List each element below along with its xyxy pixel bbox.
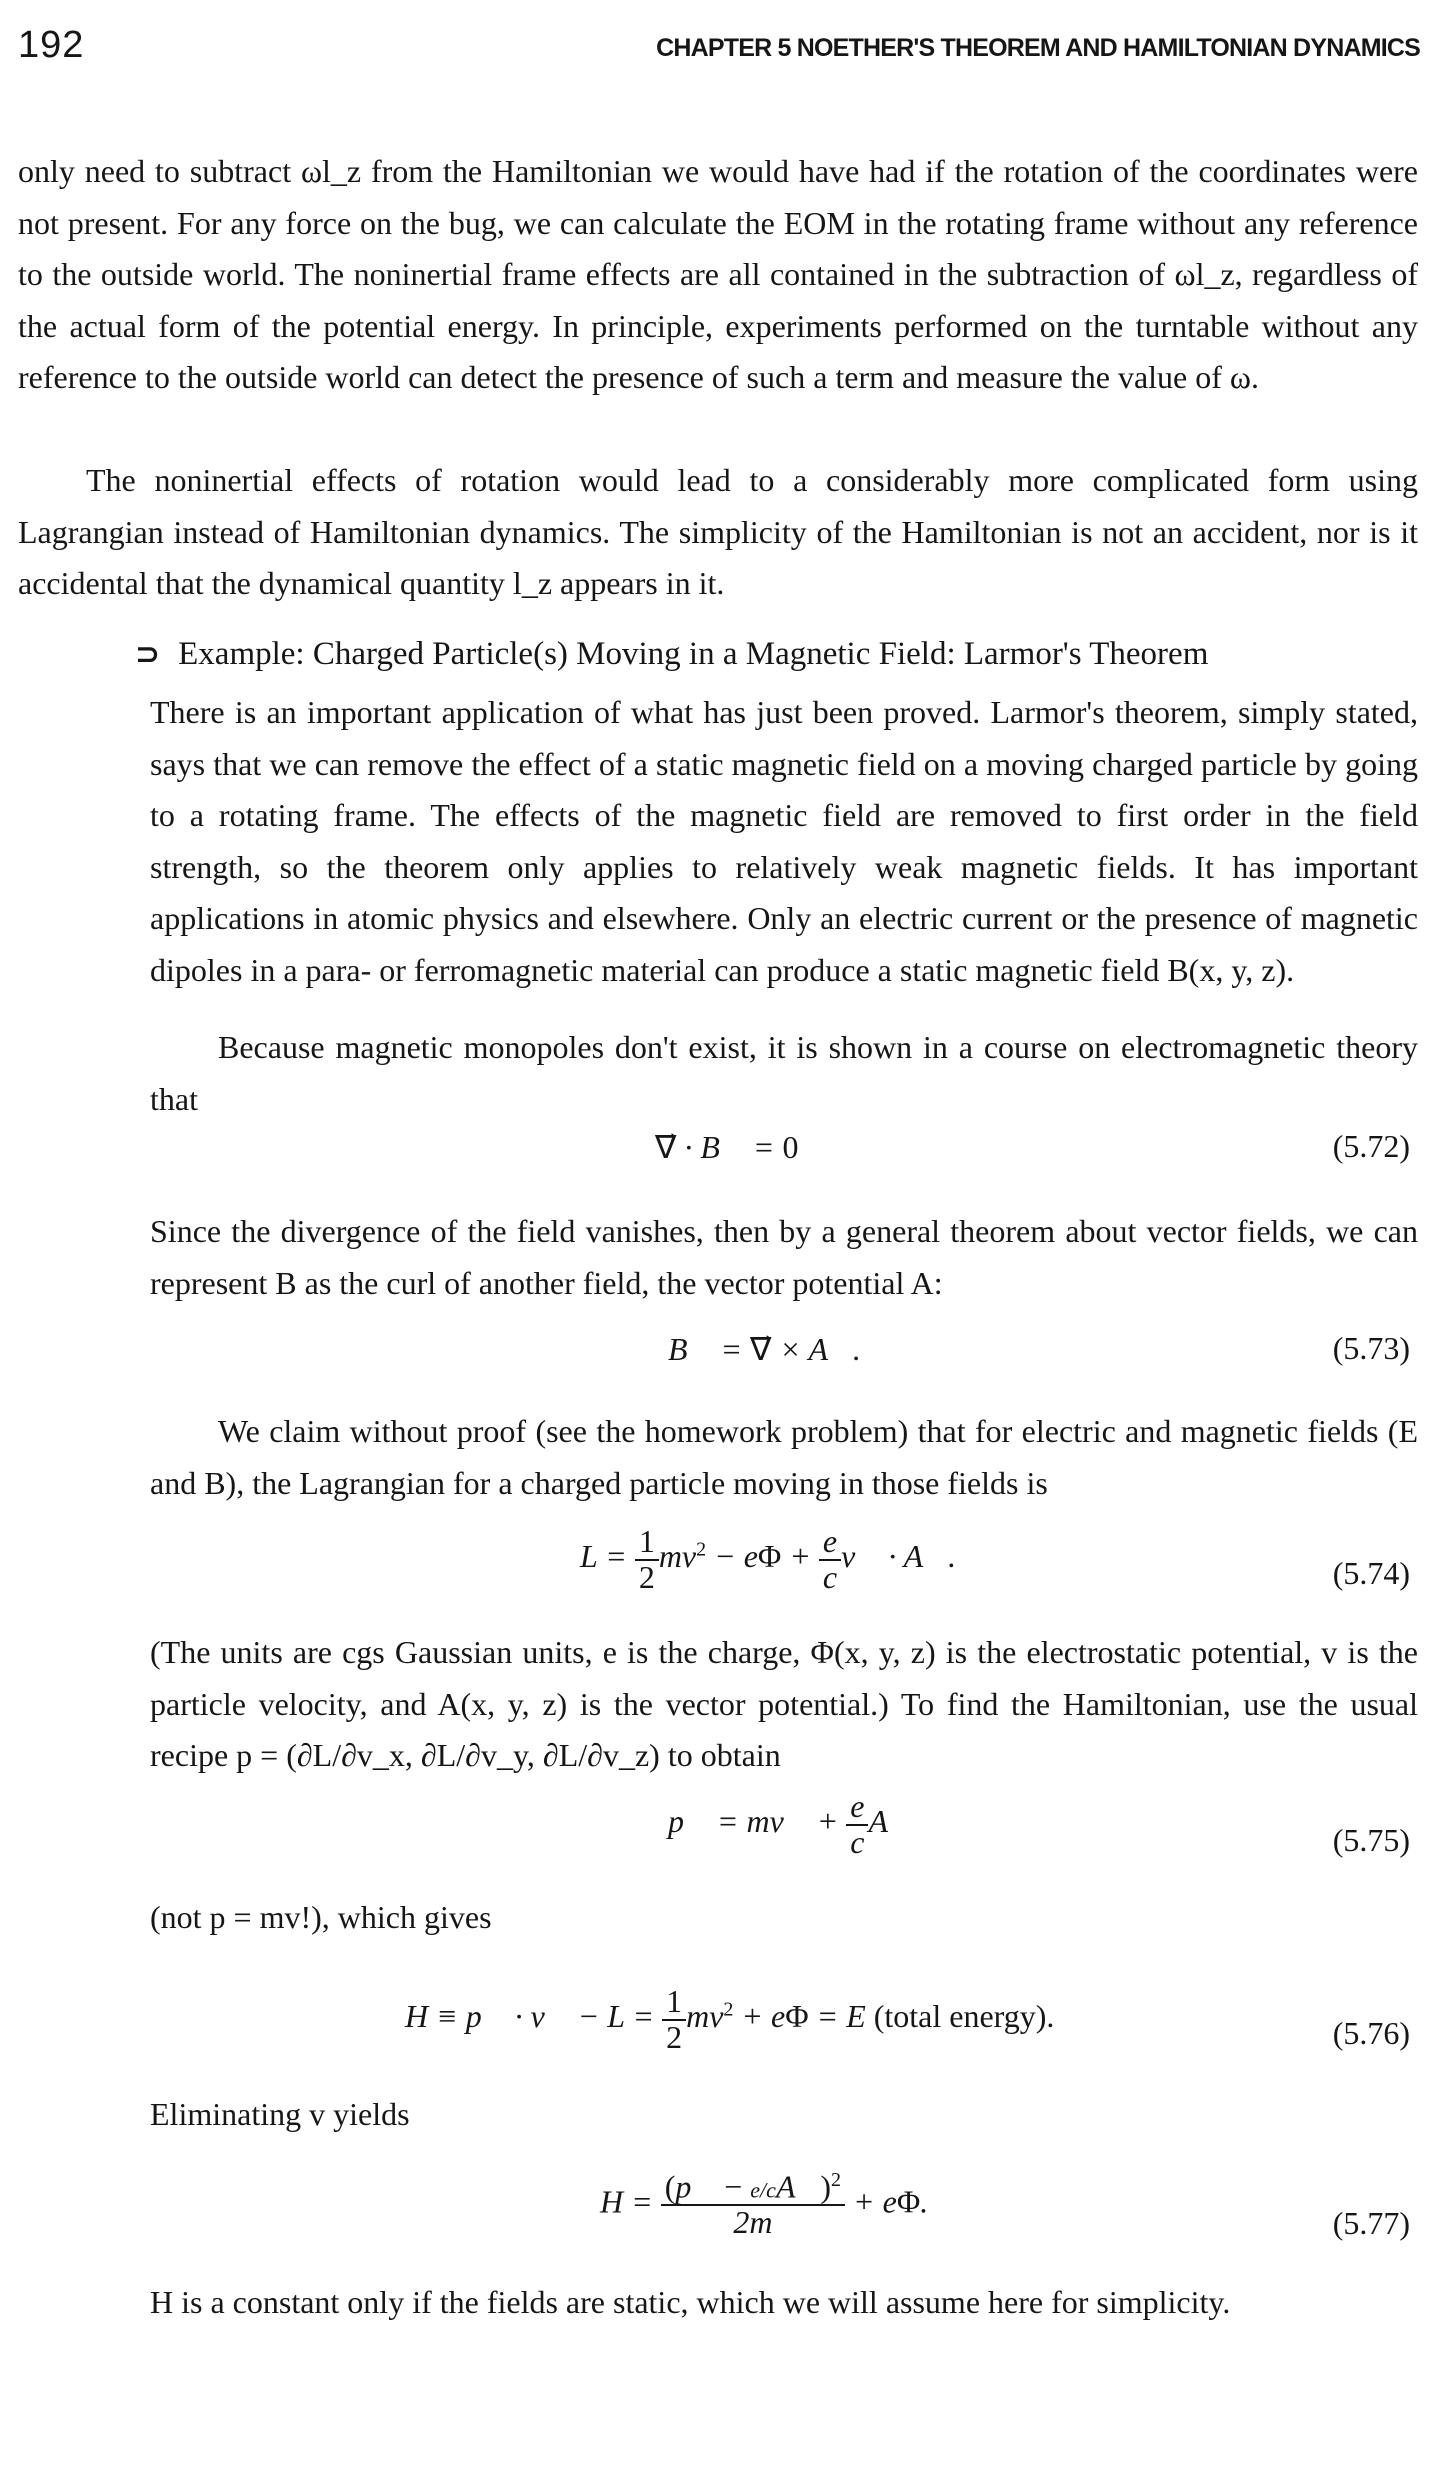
equation-5-77: H = $\frac{(p⃗ - e/cA⃗)^2}{2m}$ + eΦ. [600,2168,929,2241]
page-number: 192 [18,24,85,66]
paragraph-noninertial-effects: The noninertial effects of rotation would lead to a considerably more complicated form using Lagrangian instead of Hamiltonian dynamics. The simplicity of the Hamiltonian is not an accident, nor is it accidental that the dynamical quantity l_z appears in it. [18,462,1418,601]
paragraph-lagrangian-claim: We claim without proof (see the homework problem) that for electric and magnetic fields (E and B), the Lagrangian for a charged particle moving in those fields is [150,1413,1418,1501]
example-arrow-icon: ⊃ [135,637,161,672]
paragraph-eliminating: Eliminating v yields [150,2096,410,2132]
equation-5-73: B⃗ = ∇⃗ × A⃗. [668,1331,861,1367]
paragraph-not-mv: (not p = mv!), which gives [150,1899,492,1935]
equation-5-75: p⃗ = mv⃗ + $\frac{e}{c}$ A⃗ [668,1788,913,1860]
paragraph-larmor-theorem: There is an important application of what has just been proved. Larmor's theorem, simply stated, says that we can remove the effect of a static magnetic field on a moving charged particle by going to a rotating frame. The effects of the magnetic field are removed to first order in the field strength, so the theorem only applies to relatively weak magnetic fields. It has important applications in atomic physics and elsewhere. Only an electric current or the presence of magnetic dipoles in a para- or ferromagnetic material can produce a static magnetic field B(x, y, z). [150,694,1418,988]
equation-5-76: H ≡ p⃗ · v⃗ − L = $\frac{1}{2}$ $mv^2 + e\Phi = E$ (total energy). [405,1983,1055,2055]
equation-number-5-76: (5.76) [1332,2015,1410,2051]
equation-number-5-74: (5.74) [1332,1555,1410,1591]
running-header: CHAPTER 5 NOETHER'S THEOREM AND HAMILTONIAN DYNAMICS [656,34,1420,62]
equation-number-5-77: (5.77) [1332,2205,1410,2241]
example-heading [135,636,1208,673]
paragraph-static-fields: H is a constant only if the fields are static, which we will assume here for simplicity. [150,2284,1231,2320]
example-title: Example: Charged Particle(s) Moving in a Magnetic Field: Larmor's Theorem [178,636,1209,672]
equation-number-5-72: (5.72) [1332,1128,1410,1164]
equation-5-72: ∇⃗ · B⃗ = 0 [655,1129,799,1165]
equation-number-5-75: (5.75) [1332,1822,1410,1858]
equation-5-74: L = $\frac{1}{2}$ $mv^2 - e\Phi$ + $\frac{e}{c}$ v⃗ · A⃗. [580,1523,957,1595]
paragraph-divergence: Since the divergence of the field vanishes, then by a general theorem about vector fields, we can represent B as the curl of another field, the vector potential A: [150,1213,1418,1301]
paragraph-units: (The units are cgs Gaussian units, e is the charge, Φ(x, y, z) is the electrostatic potential, v is the particle velocity, and A(x, y, z) is the vector potential.) To find the Hamiltonian, use the usual recipe p = (∂L/∂v_x, ∂L/∂v_y, ∂L/∂v_z) to obtain [150,1634,1418,1773]
paragraph-rotation-hamiltonian: only need to subtract ωl_z from the Hamiltonian we would have had if the rotation of the coordinates were not present. For any force on the bug, we can calculate the EOM in the rotating frame without any reference to the outside world. The noninertial frame effects are all contained in the subtraction of ωl_z, regardless of the actual form of the potential energy. In principle, experiments performed on the turntable without any reference to the outside world can detect the presence of such a term and measure the value of ω. [18,153,1418,395]
equation-number-5-73: (5.73) [1332,1330,1410,1366]
paragraph-monopoles: Because magnetic monopoles don't exist, it is shown in a course on electromagnetic theory that [150,1029,1418,1117]
